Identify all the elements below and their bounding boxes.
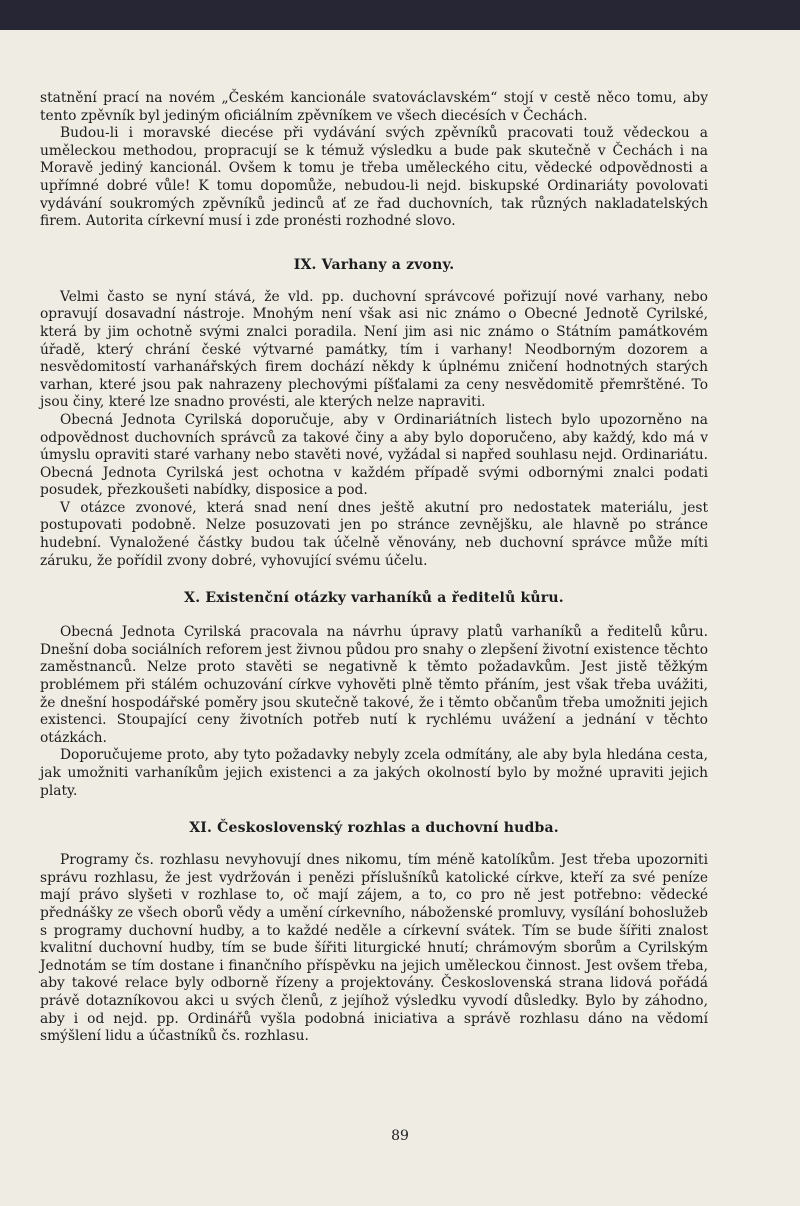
section-heading-xi: XI. Československý rozhlas a duchovní hudba. [189, 820, 559, 837]
section-ix-paragraph-2: Obecná Jednota Cyrilská doporučuje, aby v Ordinariátních listech bylo upozorněno na odpovědnost duchovních správců za takové činy a aby bylo doporučeno, aby každý, kdo má v úmyslu opraviti staré varhany nebo stavěti nové, vyžádal si napřed souhlasu nejd. Ordinariátu. Obecná Jednota Cyrilská jest ochotna v každém případě svými odbornými znalci podati posudek, přezkoušeti nabídky, disposice a pod. [40, 411, 708, 499]
scan-top-edge [0, 0, 800, 30]
page-body [40, 90, 708, 1046]
section-x-paragraph-2: Doporučujeme proto, aby tyto požadavky nebyly zcela odmítány, ale aby byla hledána cesta, jak umožniti varhaníkům jejich existenci a za jakých okolností bylo by možné upraviti jejich platy. [40, 747, 708, 799]
section-heading-x: X. Existenční otázky varhaníků a ředitelů kůru. [184, 590, 564, 607]
section-heading-ix: IX. Varhany a zvony. [293, 256, 455, 273]
intro-paragraph-1: statnění prací na novém „Českém kancionále svatováclavském“ stojí v cestě něco tomu, aby tento zpěvník byl jediným oficiálním zpěvníkem ve všech diecésích v Čechách. [40, 90, 708, 124]
section-x-paragraph-1: Obecná Jednota Cyrilská pracovala na návrhu úpravy platů varhaníků a ředitelů kůru. Dnešní doba sociálních reforem jest živnou půdou pro snahy o zlepšení životní existence těchto zaměstnanců. Nelze proto stavěti se negativně k těmto požadavkům. Jest jistě těžkým problémem při stálém ochuzování církve vyhověti plně těmto přáním, jest však třeba uvážiti, že dnešní hospodářské poměry jsou skutečně takové, že i těmto občanům třeba umožniti jejich existenci. Stoupající ceny životních potřeb nutí k rychlému uvážení a jednání v těchto otázkách. [40, 624, 708, 746]
intro-paragraph-2: Budou-li i moravské diecése při vydávání svých zpěvníků pracovati touž vědeckou a uměleckou methodou, propracují se k témuž výsledku a bude pak skutečně v Čechách i na Moravě jediný kancionál. Ovšem k tomu je třeba uměleckého citu, vědecké odpovědnosti a upřímné dobré vůle! K tomu dopomůže, nebudou-li nejd. biskupské Ordinariáty povolovati vydávání soukromých zpěvníků jedinců ať ze řad duchovních, tak různých nakladatelských firem. Autorita církevní musí i zde pronésti rozhodné slovo. [40, 125, 708, 230]
section-ix-paragraph-1: Velmi často se nyní stává, že vld. pp. duchovní správcové pořizují nové varhany, nebo opravují dosavadní nástroje. Mnohým není však asi nic známo o Obecné Jednotě Cyrilské, která by jim ochotně svými znalci poradila. Není jim asi nic známo o Státním památkovém úřadě, který chrání české výtvarné památky, tím i varhany! Neodborným dozorem a nesvědomitostí varhanářských firem dochází někdy k úplnému zničení hodnotných starých varhan, které jsou pak nahrazeny plechovými píšťalami za ceny nesvědomitě přemrštěné. To jsou činy, které lze snadno provésti, ale kterých nelze napraviti. [40, 288, 708, 411]
section-ix-paragraph-3: V otázce zvonové, která snad není dnes ještě akutní pro nedostatek materiálu, jest postupovati podobně. Nelze posuzovati jen po stránce zevnějšku, ale hlavně po stránce hudební. Vynaložené částky budou tak účelně věnovány, neb duchovní správce může míti záruku, že pořídil zvony dobré, vyhovující svému účelu. [40, 499, 708, 569]
page-number: 89 [391, 1128, 409, 1144]
section-xi-paragraph-1: Programy čs. rozhlasu nevyhovují dnes nikomu, tím méně katolíkům. Jest třeba upozorniti správu rozhlasu, že jest vydržován i penězi příslušníků katolické církve, kteří za své peníze mají právo slyšeti v rozhlase to, oč mají zájem, a to, co pro ně jest potřebno: vědecké přednášky ze všech oborů vědy a umění církevního, náboženské promluvy, vysílání bohoslužeb s programy duchovní hudby, a to každé neděle a církevní svátek. Tím se bude šířiti znalost kvalitní duchovní hudby, tím se bude šířiti liturgické hnutí; chrámovým sborům a Cyrilským Jednotám se tím dostane i finančního příspěvku na jejich uměleckou činnost. Jest ovšem třeba, aby takové relace byly odborně řízeny a projektovány. Československá strana lidová pořádá právě dotazníkovou akci u svých členů, z jejíhož výsledku vyvodí důsledky. Bylo by záhodno, aby i od nejd. pp. Ordinářů vyšla podobná iniciativa a správě rozhlasu dáno na vědomí smýšlení lidu a účastníků čs. rozhlasu. [40, 852, 708, 1045]
